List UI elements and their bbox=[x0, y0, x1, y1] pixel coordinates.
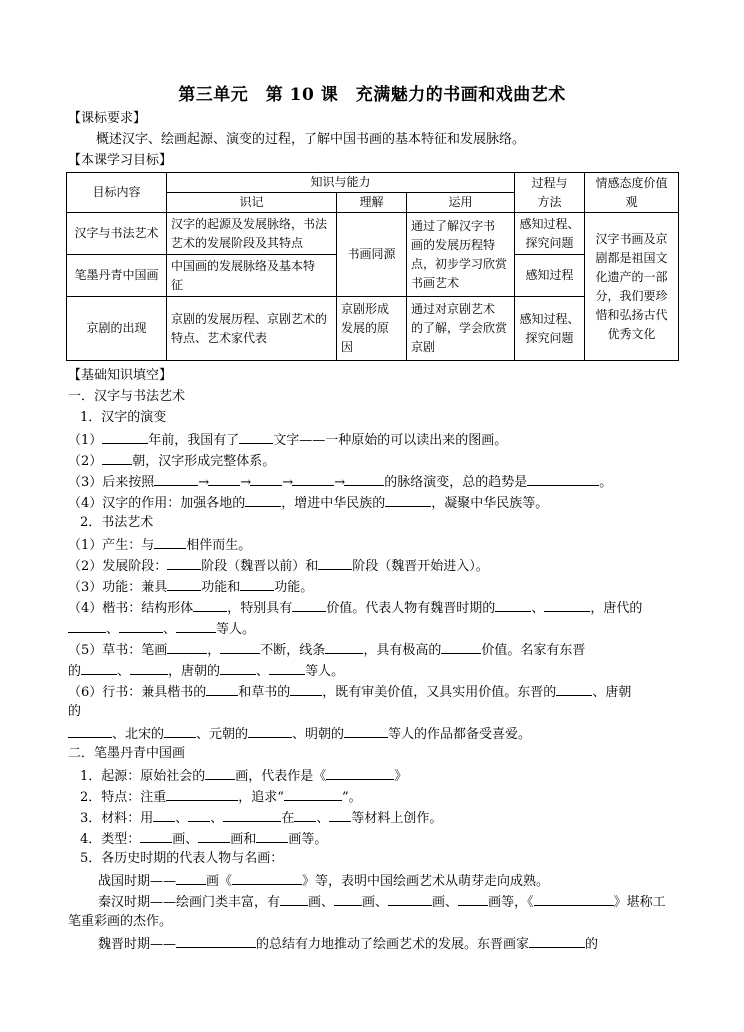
fill-line bbox=[68, 452, 275, 470]
row-target: 汉字与书法艺术 bbox=[67, 213, 167, 255]
text: 、 bbox=[210, 811, 224, 826]
section-heading-objectives: 【本课学习目标】 bbox=[68, 153, 173, 168]
text: 、明朝的 bbox=[292, 727, 345, 742]
apply-line: 点，初步学习欣赏 bbox=[411, 256, 508, 271]
text: 画等。 bbox=[288, 832, 328, 847]
text: 年前，我国有了 bbox=[148, 433, 240, 448]
emotion-line: 惜和弘扬古代 bbox=[595, 307, 668, 322]
fill-line bbox=[68, 662, 344, 680]
apply-line: 通过了解汉字书 bbox=[411, 218, 496, 233]
blank[interactable] bbox=[290, 683, 322, 696]
text: 功能和 bbox=[201, 580, 241, 595]
merged-emotion bbox=[585, 213, 679, 361]
blank[interactable] bbox=[325, 641, 363, 654]
text: 、 bbox=[163, 622, 177, 637]
emotion-line: 汉字书画及京 bbox=[595, 231, 668, 246]
blank[interactable] bbox=[153, 809, 175, 822]
text: 价值。代表人物有魏晋时期的 bbox=[326, 601, 496, 616]
header-emotion-line2: 观 bbox=[625, 194, 638, 209]
process-line: 探究问题 bbox=[525, 330, 574, 345]
objectives-table bbox=[66, 172, 679, 361]
text: 不断，线条 bbox=[260, 643, 326, 658]
apply-line: 通过对京剧艺术 bbox=[411, 302, 496, 316]
text: ，追求“ bbox=[238, 790, 284, 805]
fill-line bbox=[68, 641, 585, 659]
text: ，凝聚中华民族等。 bbox=[431, 496, 549, 511]
text: （3）功能：兼具 bbox=[68, 580, 168, 595]
text: 、元朝的 bbox=[196, 727, 249, 742]
text: 、北宋的 bbox=[112, 727, 165, 742]
text: 的 bbox=[68, 704, 82, 719]
text: 》 bbox=[394, 769, 408, 784]
blank[interactable] bbox=[441, 641, 481, 654]
blank[interactable] bbox=[256, 830, 288, 843]
header-process-line2: 方法 bbox=[537, 194, 562, 209]
arrow-icon: → bbox=[282, 475, 294, 490]
fill-line bbox=[68, 494, 548, 512]
subsection-1-1: 1．汉字的演变 bbox=[80, 410, 167, 425]
text: 画等，《 bbox=[488, 895, 534, 910]
merged-understand: 书画同源 bbox=[337, 213, 407, 297]
header-recall: 识记 bbox=[167, 193, 337, 213]
text: 画、 bbox=[172, 832, 199, 847]
apply-line: 京剧 bbox=[411, 340, 436, 354]
header-emotion-line1: 情感态度价值 bbox=[595, 175, 668, 190]
text: （6）行书：兼具楷书的 bbox=[68, 685, 207, 700]
understand-line: 发展的原 bbox=[341, 321, 390, 335]
header-target: 目标内容 bbox=[67, 173, 167, 213]
text: 画，代表作是《 bbox=[235, 769, 327, 784]
text: 的 bbox=[68, 664, 82, 679]
text: （2）发展阶段： bbox=[68, 559, 168, 574]
blank[interactable] bbox=[458, 893, 488, 906]
blank[interactable] bbox=[334, 893, 362, 906]
process-line: 感知过程、 bbox=[519, 216, 580, 231]
blank[interactable] bbox=[68, 620, 106, 633]
header-apply: 运用 bbox=[407, 193, 515, 213]
arrow-icon: → bbox=[240, 475, 252, 490]
blank[interactable] bbox=[205, 767, 235, 780]
text: 秦汉时期——绘画门类丰富，有 bbox=[98, 895, 281, 910]
text: 价值。名家有东晋 bbox=[481, 643, 586, 658]
text: 的总结有力地推动了绘画艺术的发展。东晋画家 bbox=[256, 937, 530, 952]
row-recall bbox=[167, 213, 337, 255]
recall-line: 特点、艺术家代表 bbox=[171, 330, 268, 345]
blank[interactable] bbox=[102, 431, 148, 444]
blank[interactable] bbox=[220, 641, 260, 654]
text: 、 bbox=[175, 811, 189, 826]
blank[interactable] bbox=[280, 893, 308, 906]
blank[interactable] bbox=[198, 830, 230, 843]
emotion-line: 优秀文化 bbox=[607, 326, 656, 341]
text: 》堪称工 bbox=[613, 895, 666, 910]
fill-line bbox=[80, 809, 442, 827]
blank[interactable] bbox=[232, 872, 302, 885]
text: ，唐朝的 bbox=[168, 664, 221, 679]
text: 的 bbox=[585, 937, 599, 952]
text: ，既有审美价值，又具实用价值。东晋的 bbox=[322, 685, 557, 700]
apply-line: 的了解，学会欣赏 bbox=[411, 321, 508, 335]
blank[interactable] bbox=[188, 809, 210, 822]
text: 阶段（魏晋以前）和 bbox=[201, 559, 319, 574]
blank[interactable] bbox=[223, 809, 281, 822]
text: 战国时期—— bbox=[98, 874, 177, 889]
text: 、 bbox=[316, 811, 330, 826]
blank[interactable] bbox=[556, 683, 592, 696]
fill-line bbox=[68, 578, 313, 596]
fill-line bbox=[68, 704, 81, 720]
emotion-line: 化遗产的一部 bbox=[595, 269, 668, 284]
text: 画、 bbox=[362, 895, 389, 910]
text: ”。 bbox=[341, 790, 362, 805]
blank[interactable] bbox=[68, 725, 112, 738]
text: 画和 bbox=[230, 832, 257, 847]
header-process-line1: 过程与 bbox=[531, 175, 568, 190]
emotion-line: 剧都是祖国文 bbox=[595, 250, 668, 265]
fill-line bbox=[68, 914, 172, 930]
text: ，具有极高的 bbox=[363, 643, 442, 658]
fill-line bbox=[68, 431, 507, 449]
blank[interactable] bbox=[154, 536, 186, 549]
text: 、 bbox=[531, 601, 545, 616]
blank[interactable] bbox=[292, 473, 334, 486]
blank[interactable] bbox=[329, 809, 351, 822]
text: 2．特点：注重 bbox=[80, 790, 167, 805]
fill-line bbox=[80, 830, 327, 848]
text: 和草书的 bbox=[238, 685, 291, 700]
blank[interactable] bbox=[239, 431, 273, 444]
text: （1）产生：与 bbox=[68, 538, 155, 553]
text: 等人。 bbox=[305, 664, 345, 679]
arrow-icon: → bbox=[334, 475, 346, 490]
blank[interactable] bbox=[176, 872, 206, 885]
fill-line bbox=[68, 536, 251, 554]
kebiao-text: 概述汉字、绘画起源、演变的过程，了解中国书画的基本特征和发展脉络。 bbox=[96, 132, 526, 147]
blank[interactable] bbox=[166, 788, 238, 801]
subsection-1-2: 2．书法艺术 bbox=[80, 515, 154, 530]
section-heading-kebiao: 【课标要求】 bbox=[68, 111, 147, 126]
text: （4）汉字的作用：加强各地的 bbox=[68, 496, 246, 511]
recall-line: 征 bbox=[171, 277, 184, 292]
blank[interactable] bbox=[240, 578, 274, 591]
text: 、 bbox=[106, 622, 120, 637]
text: ， bbox=[207, 643, 221, 658]
blank[interactable] bbox=[167, 578, 201, 591]
text: ，特别具有 bbox=[227, 601, 293, 616]
text: 在 bbox=[281, 811, 295, 826]
text: 的脉络演变，总的趋势是 bbox=[384, 475, 528, 490]
header-emotion bbox=[585, 173, 679, 213]
blank[interactable] bbox=[81, 662, 117, 675]
row-understand bbox=[337, 297, 407, 361]
row-process bbox=[515, 297, 585, 361]
subsection-2-5: 5．各历史时期的代表人物与名画： bbox=[80, 851, 284, 866]
fill-line bbox=[98, 872, 549, 890]
text: 》等，表明中国绘画艺术从萌芽走向成熟。 bbox=[302, 874, 550, 889]
blank[interactable] bbox=[292, 599, 326, 612]
blank[interactable] bbox=[318, 557, 352, 570]
merged-apply bbox=[407, 213, 515, 297]
text: 笔重彩画的杰作。 bbox=[68, 914, 173, 929]
text: （3）后来按照 bbox=[68, 475, 155, 490]
text: 、唐朝 bbox=[592, 685, 632, 700]
blank[interactable] bbox=[534, 893, 614, 906]
text: （2） bbox=[68, 454, 103, 469]
row-process: 感知过程 bbox=[515, 255, 585, 297]
text: 、 bbox=[117, 664, 131, 679]
fill-line bbox=[68, 557, 489, 575]
blank[interactable] bbox=[284, 788, 342, 801]
fill-line bbox=[68, 473, 612, 491]
blank[interactable] bbox=[167, 557, 201, 570]
understand-line: 京剧形成 bbox=[341, 302, 390, 316]
text: 等人的作品都备受喜爱。 bbox=[388, 727, 532, 742]
text: 、 bbox=[256, 664, 270, 679]
fill-line bbox=[68, 599, 642, 617]
blank[interactable] bbox=[119, 620, 163, 633]
fill-line bbox=[68, 683, 631, 701]
text: 画、 bbox=[308, 895, 335, 910]
row-recall bbox=[167, 255, 337, 297]
blank[interactable] bbox=[176, 620, 216, 633]
blank[interactable] bbox=[344, 725, 388, 738]
blank[interactable] bbox=[245, 494, 281, 507]
recall-line: 艺术的发展阶段及其特点 bbox=[171, 235, 304, 250]
recall-line: 中国画的发展脉络及基本特 bbox=[171, 258, 316, 273]
row-target: 笔墨丹青中国画 bbox=[67, 255, 167, 297]
blank[interactable] bbox=[208, 473, 240, 486]
blank[interactable] bbox=[167, 641, 207, 654]
fill-line bbox=[80, 788, 362, 806]
text: ，增进中华民族的 bbox=[281, 496, 386, 511]
text: 功能。 bbox=[274, 580, 314, 595]
blank[interactable] bbox=[388, 893, 432, 906]
blank[interactable] bbox=[529, 935, 585, 948]
blank[interactable] bbox=[140, 830, 172, 843]
text: 魏晋时期—— bbox=[98, 937, 177, 952]
text: （5）草书：笔画 bbox=[68, 643, 168, 658]
recall-line: 汉字的起源及发展脉络，书法 bbox=[171, 216, 328, 231]
blank[interactable] bbox=[527, 473, 599, 486]
blank[interactable] bbox=[250, 473, 282, 486]
apply-line: 书画艺术 bbox=[411, 275, 460, 290]
row-target: 京剧的出现 bbox=[67, 297, 167, 361]
blank[interactable] bbox=[130, 662, 168, 675]
blank[interactable] bbox=[206, 683, 238, 696]
text: 相伴而生。 bbox=[186, 538, 252, 553]
emotion-line: 分，我们要珍 bbox=[595, 288, 668, 303]
blank[interactable] bbox=[176, 935, 256, 948]
fill-line bbox=[68, 620, 255, 638]
blank[interactable] bbox=[220, 662, 256, 675]
row-process bbox=[515, 213, 585, 255]
section-heading-basics: 【基础知识填空】 bbox=[68, 368, 173, 383]
header-process bbox=[515, 173, 585, 213]
text: 1．起源：原始社会的 bbox=[80, 769, 206, 784]
row-recall bbox=[167, 297, 337, 361]
process-line: 探究问题 bbox=[525, 235, 574, 250]
blank[interactable] bbox=[385, 494, 431, 507]
understand-line: 因 bbox=[341, 340, 354, 354]
text: 等人。 bbox=[216, 622, 256, 637]
text: 。 bbox=[599, 475, 613, 490]
section-1-title: 一．汉字与书法艺术 bbox=[68, 389, 186, 404]
text: 4．类型： bbox=[80, 832, 141, 847]
apply-line: 画的发展历程特 bbox=[411, 237, 496, 252]
text: （4）楷书：结构形体 bbox=[68, 601, 194, 616]
section-2-title: 二．笔墨丹青中国画 bbox=[68, 746, 186, 761]
table-header-row bbox=[67, 173, 679, 193]
fill-line bbox=[98, 893, 666, 911]
fill-line bbox=[68, 725, 531, 743]
blank[interactable] bbox=[269, 662, 305, 675]
table-row bbox=[67, 213, 679, 255]
fill-line bbox=[80, 767, 407, 785]
blank[interactable] bbox=[326, 767, 394, 780]
blank[interactable] bbox=[102, 452, 132, 465]
text: ，唐代的 bbox=[590, 601, 643, 616]
blank[interactable] bbox=[164, 725, 196, 738]
recall-line: 京剧的发展历程、京剧艺术的 bbox=[171, 311, 328, 326]
text: （1） bbox=[68, 433, 103, 448]
text: 画、 bbox=[432, 895, 459, 910]
text: 画《 bbox=[206, 874, 233, 889]
row-apply bbox=[407, 297, 515, 361]
text: 朝，汉字形成完整体系。 bbox=[132, 454, 276, 469]
text: 等材料上创作。 bbox=[351, 811, 443, 826]
blank[interactable] bbox=[193, 599, 227, 612]
arrow-icon: → bbox=[198, 475, 210, 490]
text: 3．材料：用 bbox=[80, 811, 154, 826]
header-understand: 理解 bbox=[337, 193, 407, 213]
blank[interactable] bbox=[495, 599, 531, 612]
blank[interactable] bbox=[544, 599, 590, 612]
text: 阶段（魏晋开始进入）。 bbox=[352, 559, 489, 574]
blank[interactable] bbox=[294, 809, 316, 822]
blank[interactable] bbox=[154, 473, 198, 486]
blank[interactable] bbox=[248, 725, 292, 738]
text: 文字——一种原始的可以读出来的图画。 bbox=[273, 433, 508, 448]
page-title: 第三单元 第 10 课 充满魅力的书画和戏曲艺术 bbox=[178, 85, 566, 105]
fill-line bbox=[98, 935, 598, 953]
process-line: 感知过程、 bbox=[519, 311, 580, 326]
blank[interactable] bbox=[344, 473, 384, 486]
header-knowledge: 知识与能力 bbox=[167, 173, 515, 193]
